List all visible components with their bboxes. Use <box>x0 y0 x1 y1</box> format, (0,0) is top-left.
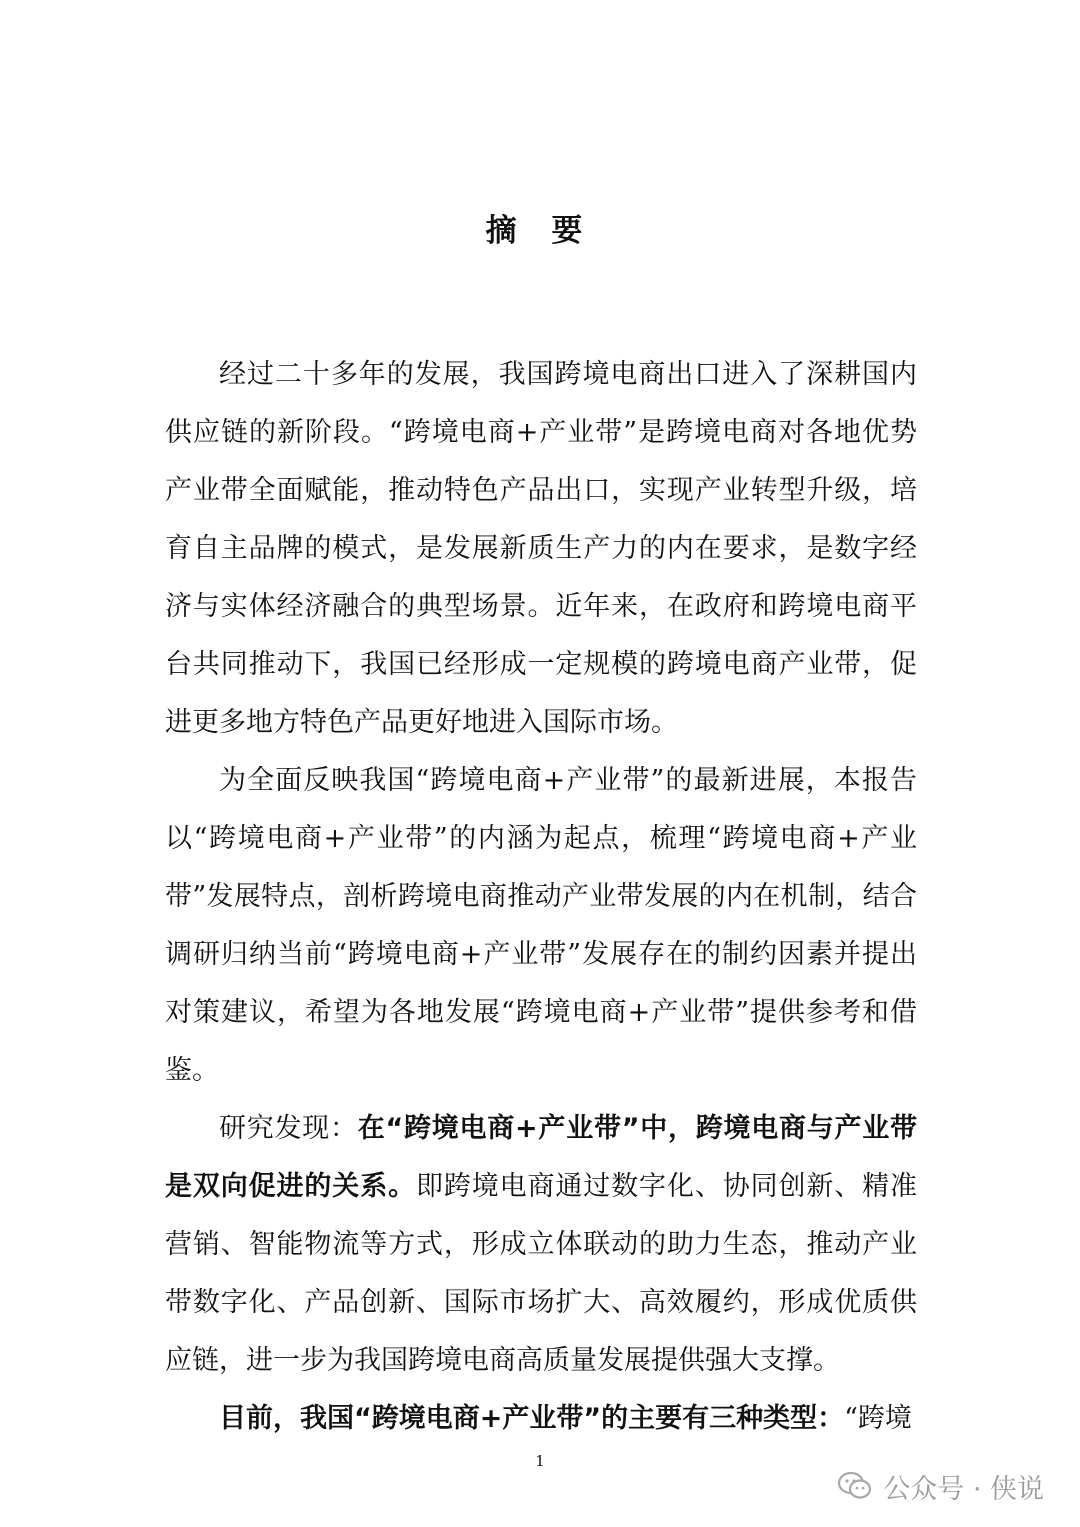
paragraph-text: “跨境 <box>844 1403 912 1434</box>
paragraph-2 <box>165 752 917 1100</box>
watermark <box>837 1466 1044 1506</box>
wechat-icon <box>837 1471 873 1501</box>
watermark-text: 公众号 · 侠说 <box>883 1473 1044 1505</box>
paragraph-bold-text: 目前，我国“跨境电商+产业带”的主要有三种类型： <box>219 1403 845 1434</box>
page-title: 摘 要 <box>485 213 595 249</box>
paragraph-text: 为全面反映我国“跨境电商+产业带”的最新进展，本报告以“跨境电商+产业带”的内涵为起点，梳理“跨境电商+产业带”发展特点，剖析跨境电商推动产业带发展的内在机制，结合调研归纳当前“跨境电商+产业带”发展存在的制约因素并提出对策建议，希望为各地发展“跨境电商+产业带”提供参考和借鉴。 <box>165 765 917 1086</box>
body-text <box>165 346 917 1448</box>
page-number: 1 <box>535 1452 545 1470</box>
paragraph-text: 研究发现： <box>219 1113 358 1144</box>
paragraph-4 <box>165 1390 917 1448</box>
paragraph-text: 经过二十多年的发展，我国跨境电商出口进入了深耕国内供应链的新阶段。“跨境电商+产业带”是跨境电商对各地优势产业带全面赋能，推动特色产品出口，实现产业转型升级，培育自主品牌的模式，是发展新质生产力的内在要求，是数字经济与实体经济融合的典型场景。近年来，在政府和跨境电商平台共同推动下，我国已经形成一定规模的跨境电商产业带，促进更多地方特色产品更好地进入国际市场。 <box>165 359 917 738</box>
paragraph-1 <box>165 346 917 752</box>
paragraph-text: 即跨境电商通过数字化、协同创新、精准营销、智能物流等方式，形成立体联动的助力生态，推动产业带数字化、产品创新、国际市场扩大、高效履约，形成优质供应链，进一步为我国跨境电商高质量发展提供强大支撑。 <box>165 1171 918 1376</box>
paragraph-3 <box>165 1100 917 1390</box>
paragraph-bold-text: 在“跨境电商+产业带”中，跨境电商与产业带是双向促进的关系。 <box>165 1113 917 1202</box>
